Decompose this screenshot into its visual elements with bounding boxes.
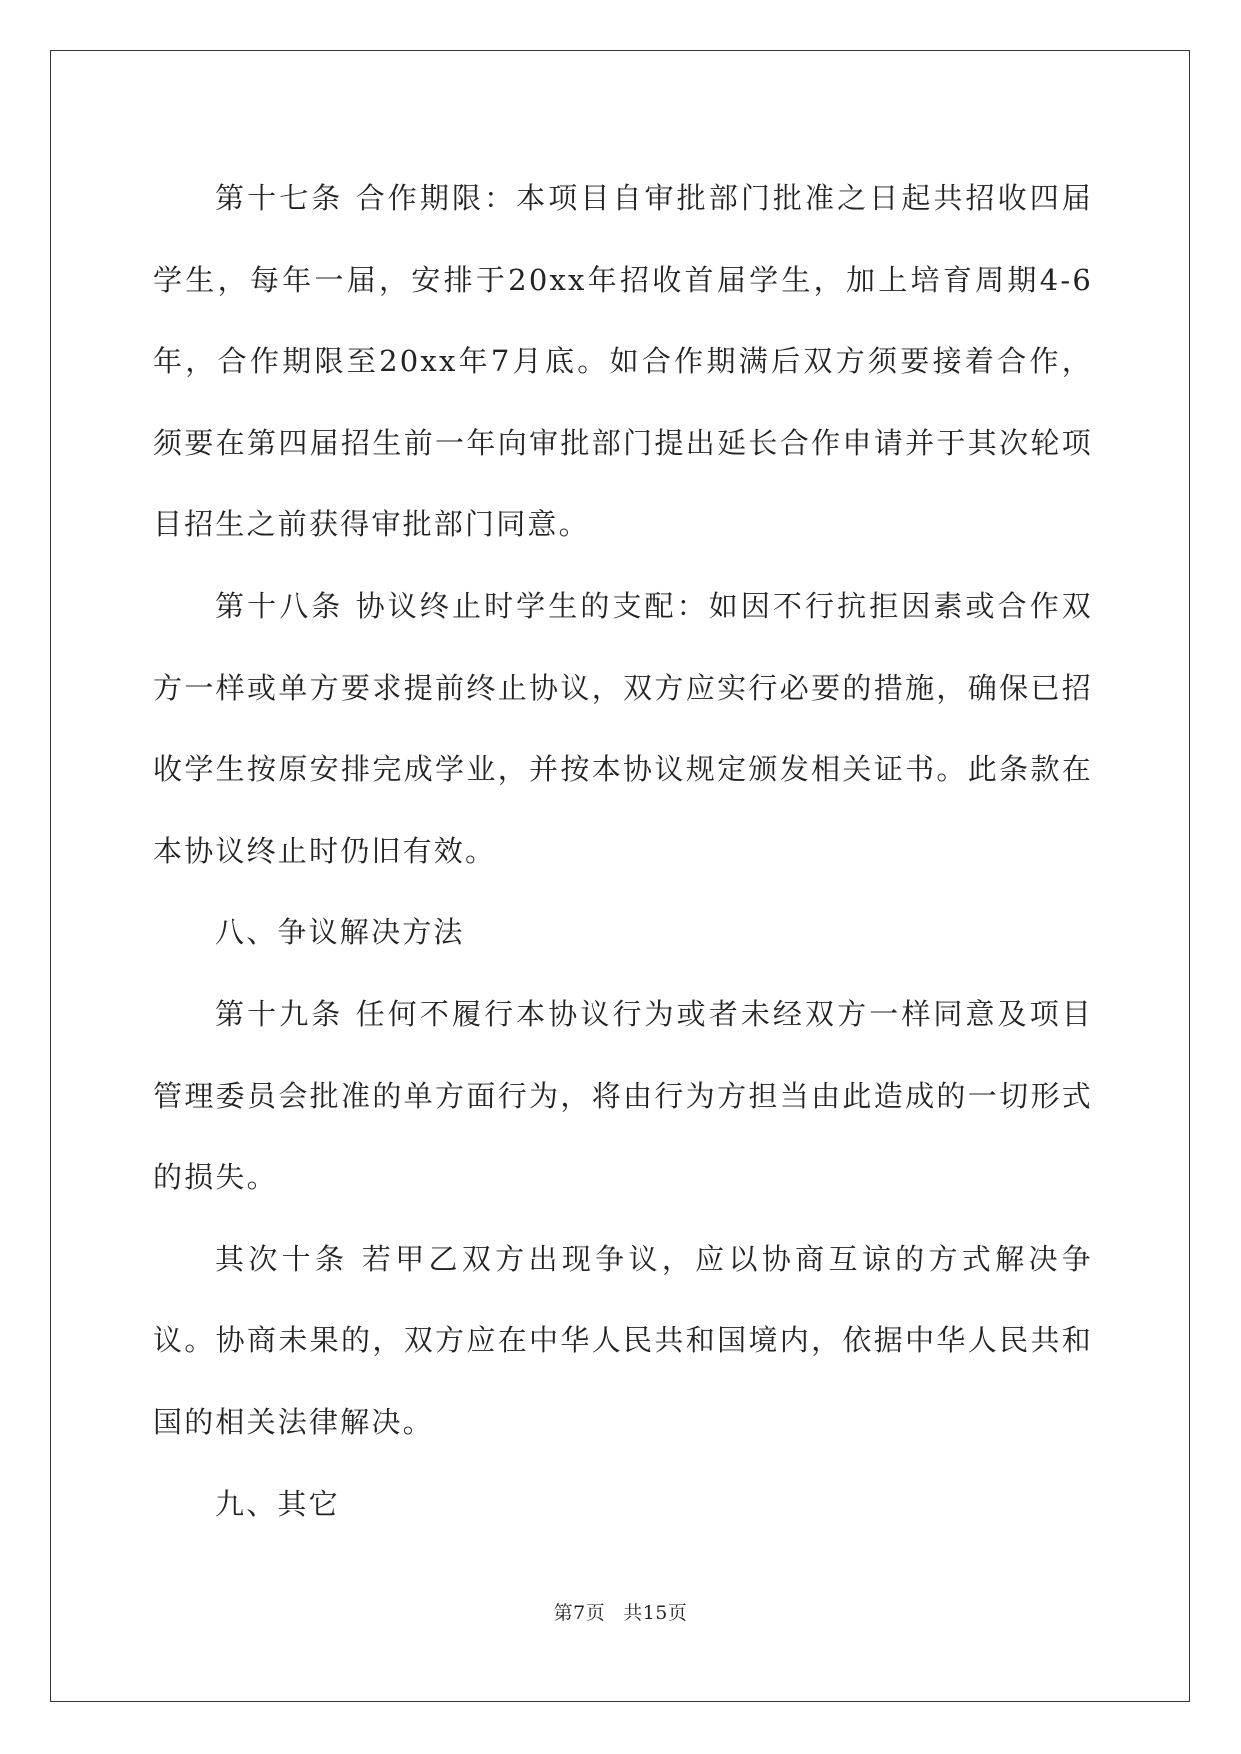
section-9-heading: 九、其它 [215,1486,340,1521]
article-20-paragraph: 其次十条 若甲乙双方出现争议，应以协商互谅的方式解决争议。协商未果的，双方应在中华人民共和国境内，依据中华人民共和国的相关法律解决。 [153,1241,1093,1439]
article-18-paragraph: 第十八条 协议终止时学生的支配：如因不行抗拒因素或合作双方一样或单方要求提前终止协议，双方应实行必要的措施，确保已招收学生按原安排完成学业，并按本协议规定颁发相关证书。此条款在本协议终止时仍旧有效。 [153,588,1093,868]
article-17-paragraph: 第十七条 合作期限：本项目自审批部门批准之日起共招收四届学生，每年一届，安排于20xx年招收首届学生，加上培育周期4-6年，合作期限至20xx年7月底。如合作期满后双方须要接着合作，须要在第四届招生前一年向审批部门提出延长合作申请并于其次轮项目招生之前获得审批部门同意。 [153,181,1093,542]
current-page-number: 第7页 [553,1602,606,1624]
section-8-heading: 八、争议解决方法 [215,915,465,950]
total-pages: 共15页 [623,1602,688,1624]
document-body [153,158,1093,1545]
article-19-paragraph: 第十九条 任何不履行本协议行为或者未经双方一样同意及项目管理委员会批准的单方面行为，将由行为方担当由此造成的一切形式的损失。 [153,996,1093,1195]
page-footer [0,1598,1241,1625]
